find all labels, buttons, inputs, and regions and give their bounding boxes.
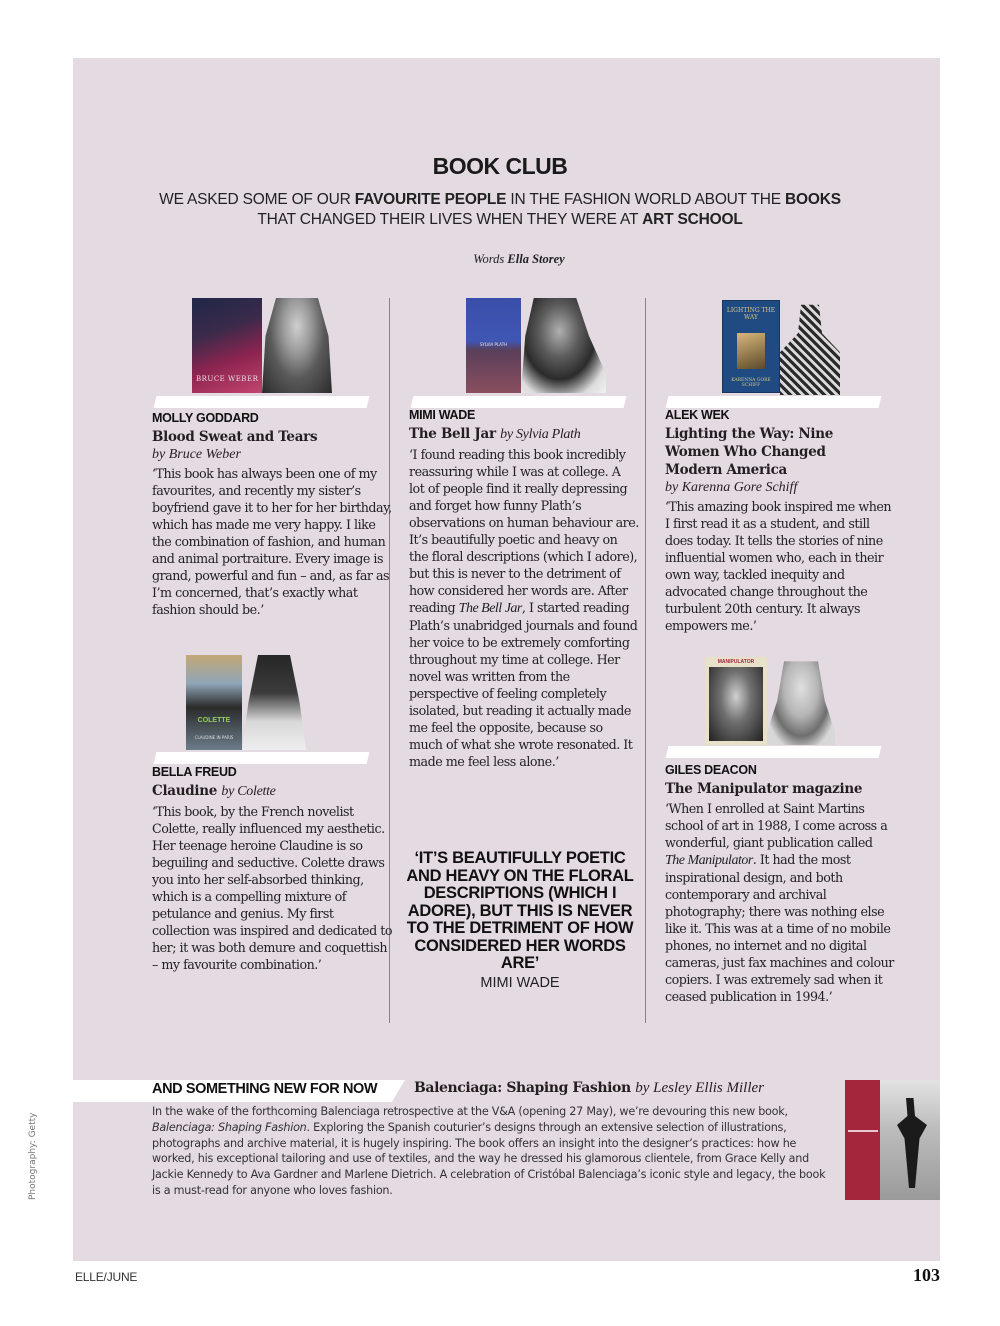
book-title: Claudine (152, 783, 218, 799)
quote: ‘This amazing book inspired me when I first read it as a student, and still does today. It tells the stories of nine influential women who, each in their own way, tackled inequity and advocated change throughout the turbulent 20th century. It always empowers me.’ (665, 499, 892, 633)
cover-label: COLETTE (197, 717, 231, 724)
entry-giles-deacon (665, 762, 895, 1005)
giles-deacon-portrait (767, 657, 835, 745)
quote: ‘I found reading this book incredibly reassuring while I was at college. A lot of people find it really depressing and forget how funny Plath’s observations on human behaviour are. It’s beautifully poetic and heavy on the floral descriptions (which I adore), but this is never to the detriment of how considered her words are. After reading The Bell Jar, I started reading Plath’s unabridged journals and found her voice to be extremely comforting throughout my time at college. Her novel was written from the perspective of feeling completely isolated, but reading it actually made me feel the opposite, because so much of what she wrote resonated. It made me feel less alone.’ (409, 447, 639, 769)
cover-footer: KARENNA GORE SCHIFF (731, 378, 771, 388)
contributor-name: BELLA FREUD (152, 765, 237, 779)
pull-quote-text: ‘IT’S BEAUTIFULLY POETIC AND HEAVY ON THE FLORAL DESCRIPTIONS (WHICH I ADORE), BUT THIS IS NEVER TO THE DETRIMENT OF HOW CONSIDERED HER WORDS ARE’ (406, 849, 634, 972)
book-cover-claudine (186, 655, 242, 750)
page-title: BOOK CLUB (432, 153, 568, 179)
book-title: The Manipulator magazine (665, 781, 863, 797)
cover-title-mark (848, 1130, 878, 1132)
cover-label: LIGHTING THE WAY (726, 307, 776, 321)
ribbon-divider (154, 752, 370, 764)
photo-credit: Photography: Getty (28, 1112, 38, 1200)
mimi-wade-portrait (521, 298, 606, 393)
contributor-name: GILES DEACON (665, 763, 757, 777)
ribbon-divider (666, 746, 882, 758)
something-new-heading: AND SOMETHING NEW FOR NOW (152, 1081, 378, 1097)
book-cover-bell-jar (466, 298, 521, 393)
something-new-book-author: by Lesley Ellis Miller (635, 1080, 764, 1096)
book-title: Lighting the Way: Nine Women Who Changed Modern America (665, 426, 834, 478)
book-author: by Karenna Gore Schiff (665, 480, 798, 495)
book-author: by Colette (221, 784, 276, 799)
alek-wek-portrait (780, 300, 840, 395)
book-cover-manipulator (705, 657, 767, 745)
bella-freud-portrait (242, 655, 306, 750)
something-new-book-line (414, 1080, 764, 1097)
cover-label: SYLVIA PLATH (479, 342, 508, 347)
something-new-body: In the wake of the forthcoming Balenciaga retrospective at the V&A (opening 27 May), we’re devouring this new book, Balenciaga: Shaping Fashion. Exploring the Spanish couturier’s designs through an extensive selection of illustrations, photographs and archive material, it is hugely inspiring. The book offers an insight into the designer’s practices: how he worked, his exceptional tailoring and use of textiles, and the way he dressed his glamorous clientele, from Grace Kelly and Jackie Kennedy to Ava Gardner and Marlene Dietrich. A celebration of Cristóbal Balenciaga’s iconic style and legacy, the book is a must-read for anyone who loves fashion. (152, 1105, 826, 1197)
entry-alek-wek (665, 407, 895, 634)
giles-deacon-photos (655, 657, 895, 752)
publication-folio: ELLE/JUNE (75, 1270, 138, 1284)
book-title-line (152, 782, 392, 801)
cover-image (737, 333, 765, 369)
something-new-book-title: Balenciaga: Shaping Fashion (414, 1080, 631, 1096)
byline (0, 252, 1000, 267)
mimi-wade-photos (400, 298, 640, 393)
entry-bella-freud (152, 764, 392, 973)
book-cover-blood-sweat-tears (192, 298, 262, 393)
molly-goddard-portrait (262, 298, 332, 393)
quote: ‘When I enrolled at Saint Martins school of art in 1988, I come across a wonderful, giant publication called The Manipulator. It had the most inspirational design, and both contemporary and archival photography; there was nothing else like it. This was at a time of no mobile phones, no internet and no digital cameras, just fax machines and colour copiers. I was extremely sad when it ceased publication in 1994.’ (665, 801, 894, 1004)
cover-label: BRUCE WEBER (196, 375, 259, 383)
book-cover-balenciaga (845, 1080, 940, 1200)
contributor-name: MOLLY GODDARD (152, 411, 259, 425)
byline-author: Ella Storey (507, 252, 565, 266)
book-cover-lighting-the-way (722, 300, 780, 393)
book-title-line (409, 425, 639, 444)
byline-label: Words (473, 252, 505, 266)
book-author: by Sylvia Plath (500, 427, 581, 442)
contributor-name: MIMI WADE (409, 408, 476, 422)
cover-sublabel: CLAUDINE IN PARIS (194, 735, 234, 740)
book-title: The Bell Jar (409, 426, 496, 442)
ribbon-divider (154, 396, 370, 408)
entry-molly-goddard (152, 410, 392, 618)
entry-mimi-wade (409, 407, 639, 770)
cover-spine-red (845, 1080, 880, 1200)
molly-goddard-photos (150, 298, 390, 393)
cover-image (709, 667, 763, 741)
column-divider (645, 298, 646, 1023)
pull-quote-attribution: MIMI WADE (480, 974, 560, 991)
standfirst: WE ASKED SOME OF OUR FAVOURITE PEOPLE IN THE FASHION WORLD ABOUT THE BOOKS THAT CHANGED THEIR LIVES WHEN THEY WERE AT ART SCHOOL (159, 191, 841, 228)
cover-label: MANIPULATOR (717, 659, 755, 665)
alek-wek-photos (655, 300, 895, 395)
bella-freud-photos (150, 655, 390, 750)
contributor-name: ALEK WEK (665, 408, 730, 422)
book-author: by Bruce Weber (152, 447, 241, 462)
quote: ‘This book has always been one of my favourites, and recently my sister’s boyfriend gave it to her for her birthday, which has made me very happy. I like the combination of fashion, and human and animal portraiture. Every image is grand, powerful and fun – and, as far as I’m concerned, that’s exactly what fashion should be.’ (152, 466, 392, 617)
book-title: Blood Sweat and Tears (152, 429, 318, 445)
quote: ‘This book, by the French novelist Colette, really influenced my aesthetic. Her teenage heroine Claudine is so beguiling and seductive. Colette draws you into her self-absorbed thinking, which is a compelling mixture of petulance and genius. My first collection was inspired and dedicated to her; it was both demure and coquettish – my favourite combination.’ (152, 804, 392, 972)
page-number: 103 (913, 1265, 940, 1285)
pull-quote (402, 850, 638, 991)
